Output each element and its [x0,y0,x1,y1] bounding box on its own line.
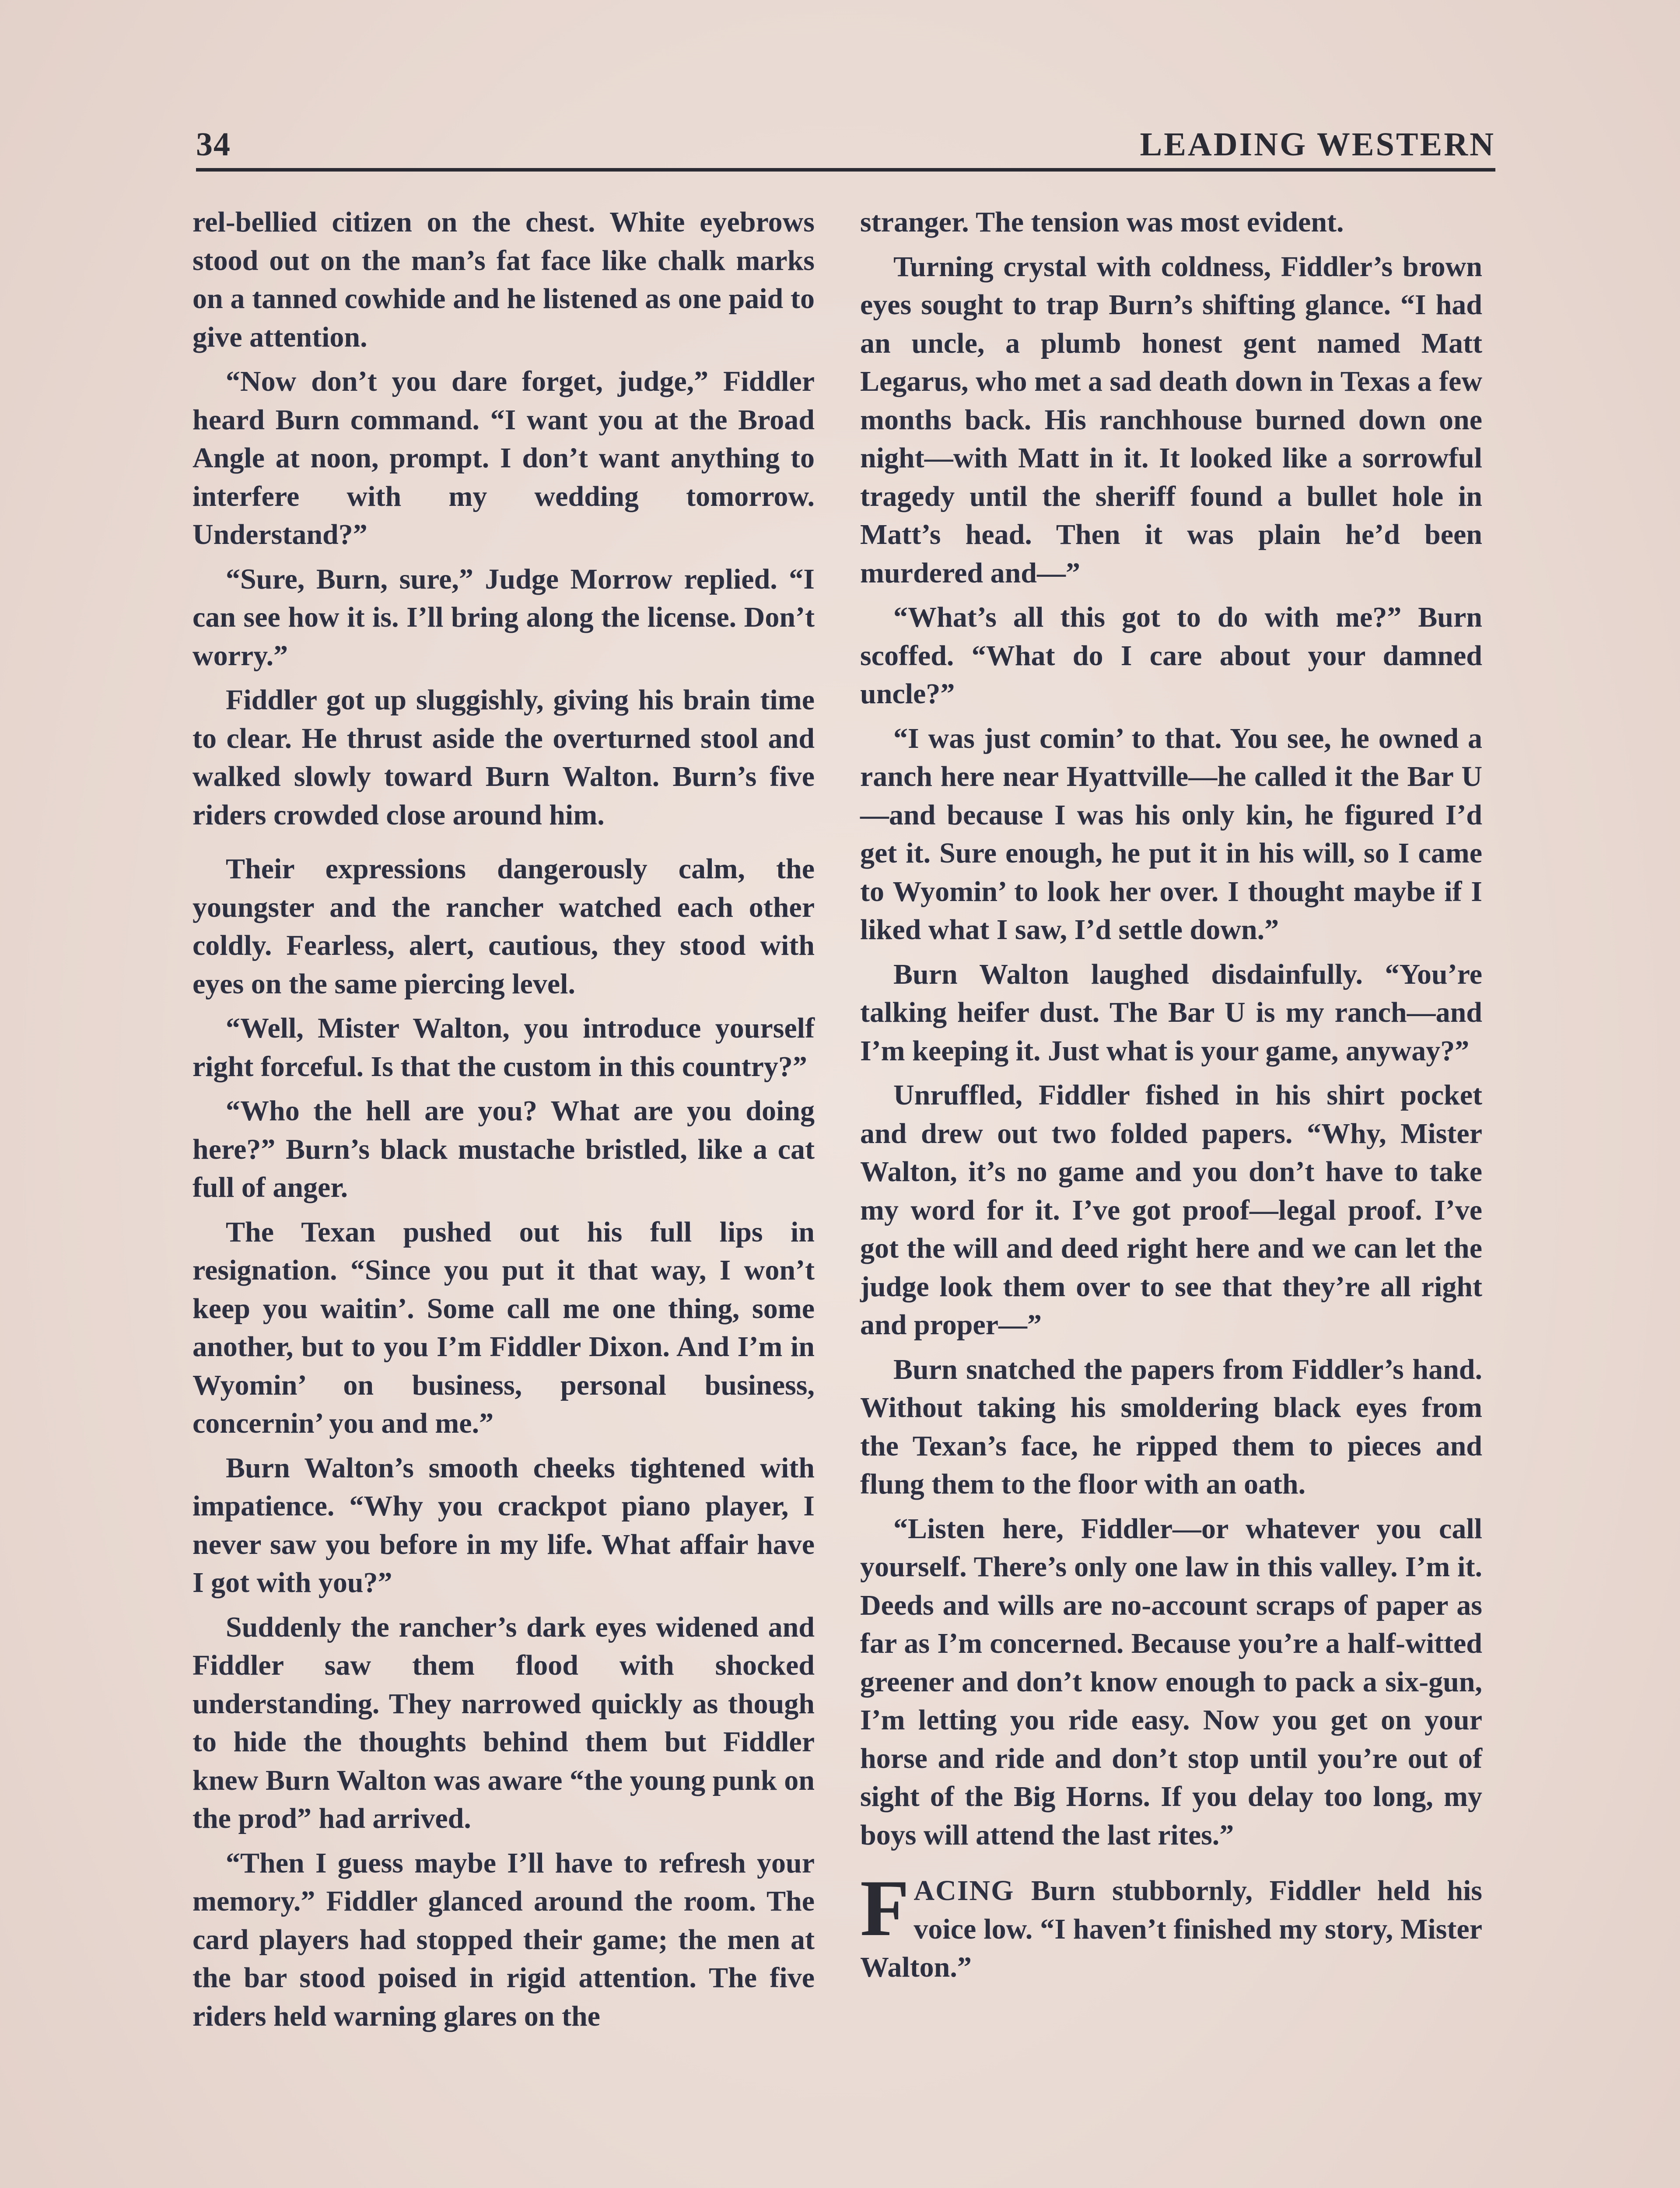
paragraph: “Well, Mister Walton, you introduce yourself right forceful. Is that the custom in this country?” [192,1012,815,1083]
running-title: LEADING WESTERN [1140,126,1495,163]
section-opening-paragraph [860,1863,1482,1987]
paragraph: “Now don’t you dare forget, judge,” Fiddler heard Burn command. “I want you at the Broad Angle at noon, prompt. I don’t want anything to interfere with my wedding tomorrow. Understand?” [192,365,815,551]
right-text-column [860,203,1482,1993]
paragraph: The Texan pushed out his full lips in resignation. “Since you put it that way, I won’t keep you waitin’. Some call me one thing, some another, but to you I’m Fiddler Dixon. And I’m in Wyomin’ on business, personal business, concernin’ you and me.” [192,1216,815,1439]
paragraph: Burn Walton laughed disdainfully. “You’re talking heifer dust. The Bar U is my ranch—and I’m keeping it. Just what is your game, anyway?” [860,958,1482,1067]
paragraph: rel-bellied citizen on the chest. White eyebrows stood out on the man’s fat face like chalk marks on a tanned cowhide and he listened as one paid to give attention. [192,206,815,353]
drop-cap: F [860,1863,910,1953]
page-header [196,119,1495,172]
paragraph-text: Burn stubbornly, Fiddler held his voice low. “I haven’t finished my story, Mister Walton.” [860,1875,1482,1983]
paragraph: Burn snatched the papers from Fiddler’s hand. Without taking his smoldering black eyes from the Texan’s face, he ripped them to pieces and flung them to the floor with an oath. [860,1353,1482,1500]
left-text-column [192,203,815,2041]
paragraph: stranger. The tension was most evident. [860,206,1344,238]
page-number: 34 [196,126,231,163]
paragraph: “What’s all this got to do with me?” Burn scoffed. “What do I care about your damned uncle?” [860,601,1482,710]
paragraph: “Then I guess maybe I’ll have to refresh your memory.” Fiddler glanced around the room. The card players had stopped their game; the men at the bar stood poised in rigid attention. The five riders held warning glares on the [192,1847,815,2032]
paragraph: Burn Walton’s smooth cheeks tightened with impatience. “Why you crackpot piano player, I never saw you before in my life. What affair have I got with you?” [192,1452,815,1599]
paragraph: Unruffled, Fiddler fished in his shirt pocket and drew out two folded papers. “Why, Mister Walton, it’s no game and you don’t have to take my word for it. I’ve got proof—legal proof. I’ve got the will and deed right here and we can let the judge look them over to see that they’re all right and proper—” [860,1079,1482,1341]
paragraph: Their expressions dangerously calm, the youngster and the rancher watched each other coldly. Fearless, alert, cautious, they stood with eyes on the same piercing level. [192,853,815,1000]
paragraph: Fiddler got up sluggishly, giving his brain time to clear. He thrust aside the overturned stool and walked slowly toward Burn Walton. Burn’s five riders crowded close around him. [192,684,815,831]
paragraph: “Listen here, Fiddler—or whatever you call yourself. There’s only one law in this valley. I’m it. Deeds and wills are no-account scraps of paper as far as I’m concerned. Because you’re a half-witted greener and don’t know enough to pack a six-gun, I’m letting you ride easy. Now you get on your horse and ride and don’t stop until you’re out of sight of the Big Horns. If you delay too long, my boys will attend the last rites.” [860,1512,1482,1851]
paragraph: “I was just comin’ to that. You see, he owned a ranch here near Hyattville—he called it the Bar U—and because I was his only kin, he figured I’d get it. Sure enough, he put it in his will, so I came to Wyomin’ to look her over. I thought maybe if I liked what I saw, I’d settle down.” [860,722,1482,946]
paragraph: Turning crystal with coldness, Fiddler’s brown eyes sought to trap Burn’s shifting glance. “I had an uncle, a plumb honest gent named Matt Legarus, who met a sad death down in Texas a few months back. His ranchhouse burned down one night—with Matt in it. It looked like a sorrowful tragedy until the sheriff found a bullet hole in Matt’s head. Then it was plain he’d been murdered and—” [860,250,1482,589]
paragraph: “Sure, Burn, sure,” Judge Morrow replied. “I can see how it is. I’ll bring along the license. Don’t worry.” [192,563,815,672]
paragraph: “Who the hell are you? What are you doing here?” Burn’s black mustache bristled, like a cat full of anger. [192,1095,815,1203]
paragraph: Suddenly the rancher’s dark eyes widened and Fiddler saw them flood with shocked understanding. They narrowed quickly as though to hide the thoughts behind them but Fiddler knew Burn Walton was aware “the young punk on the prod” had arrived. [192,1611,815,1834]
lead-in: ACING [914,1875,1015,1907]
